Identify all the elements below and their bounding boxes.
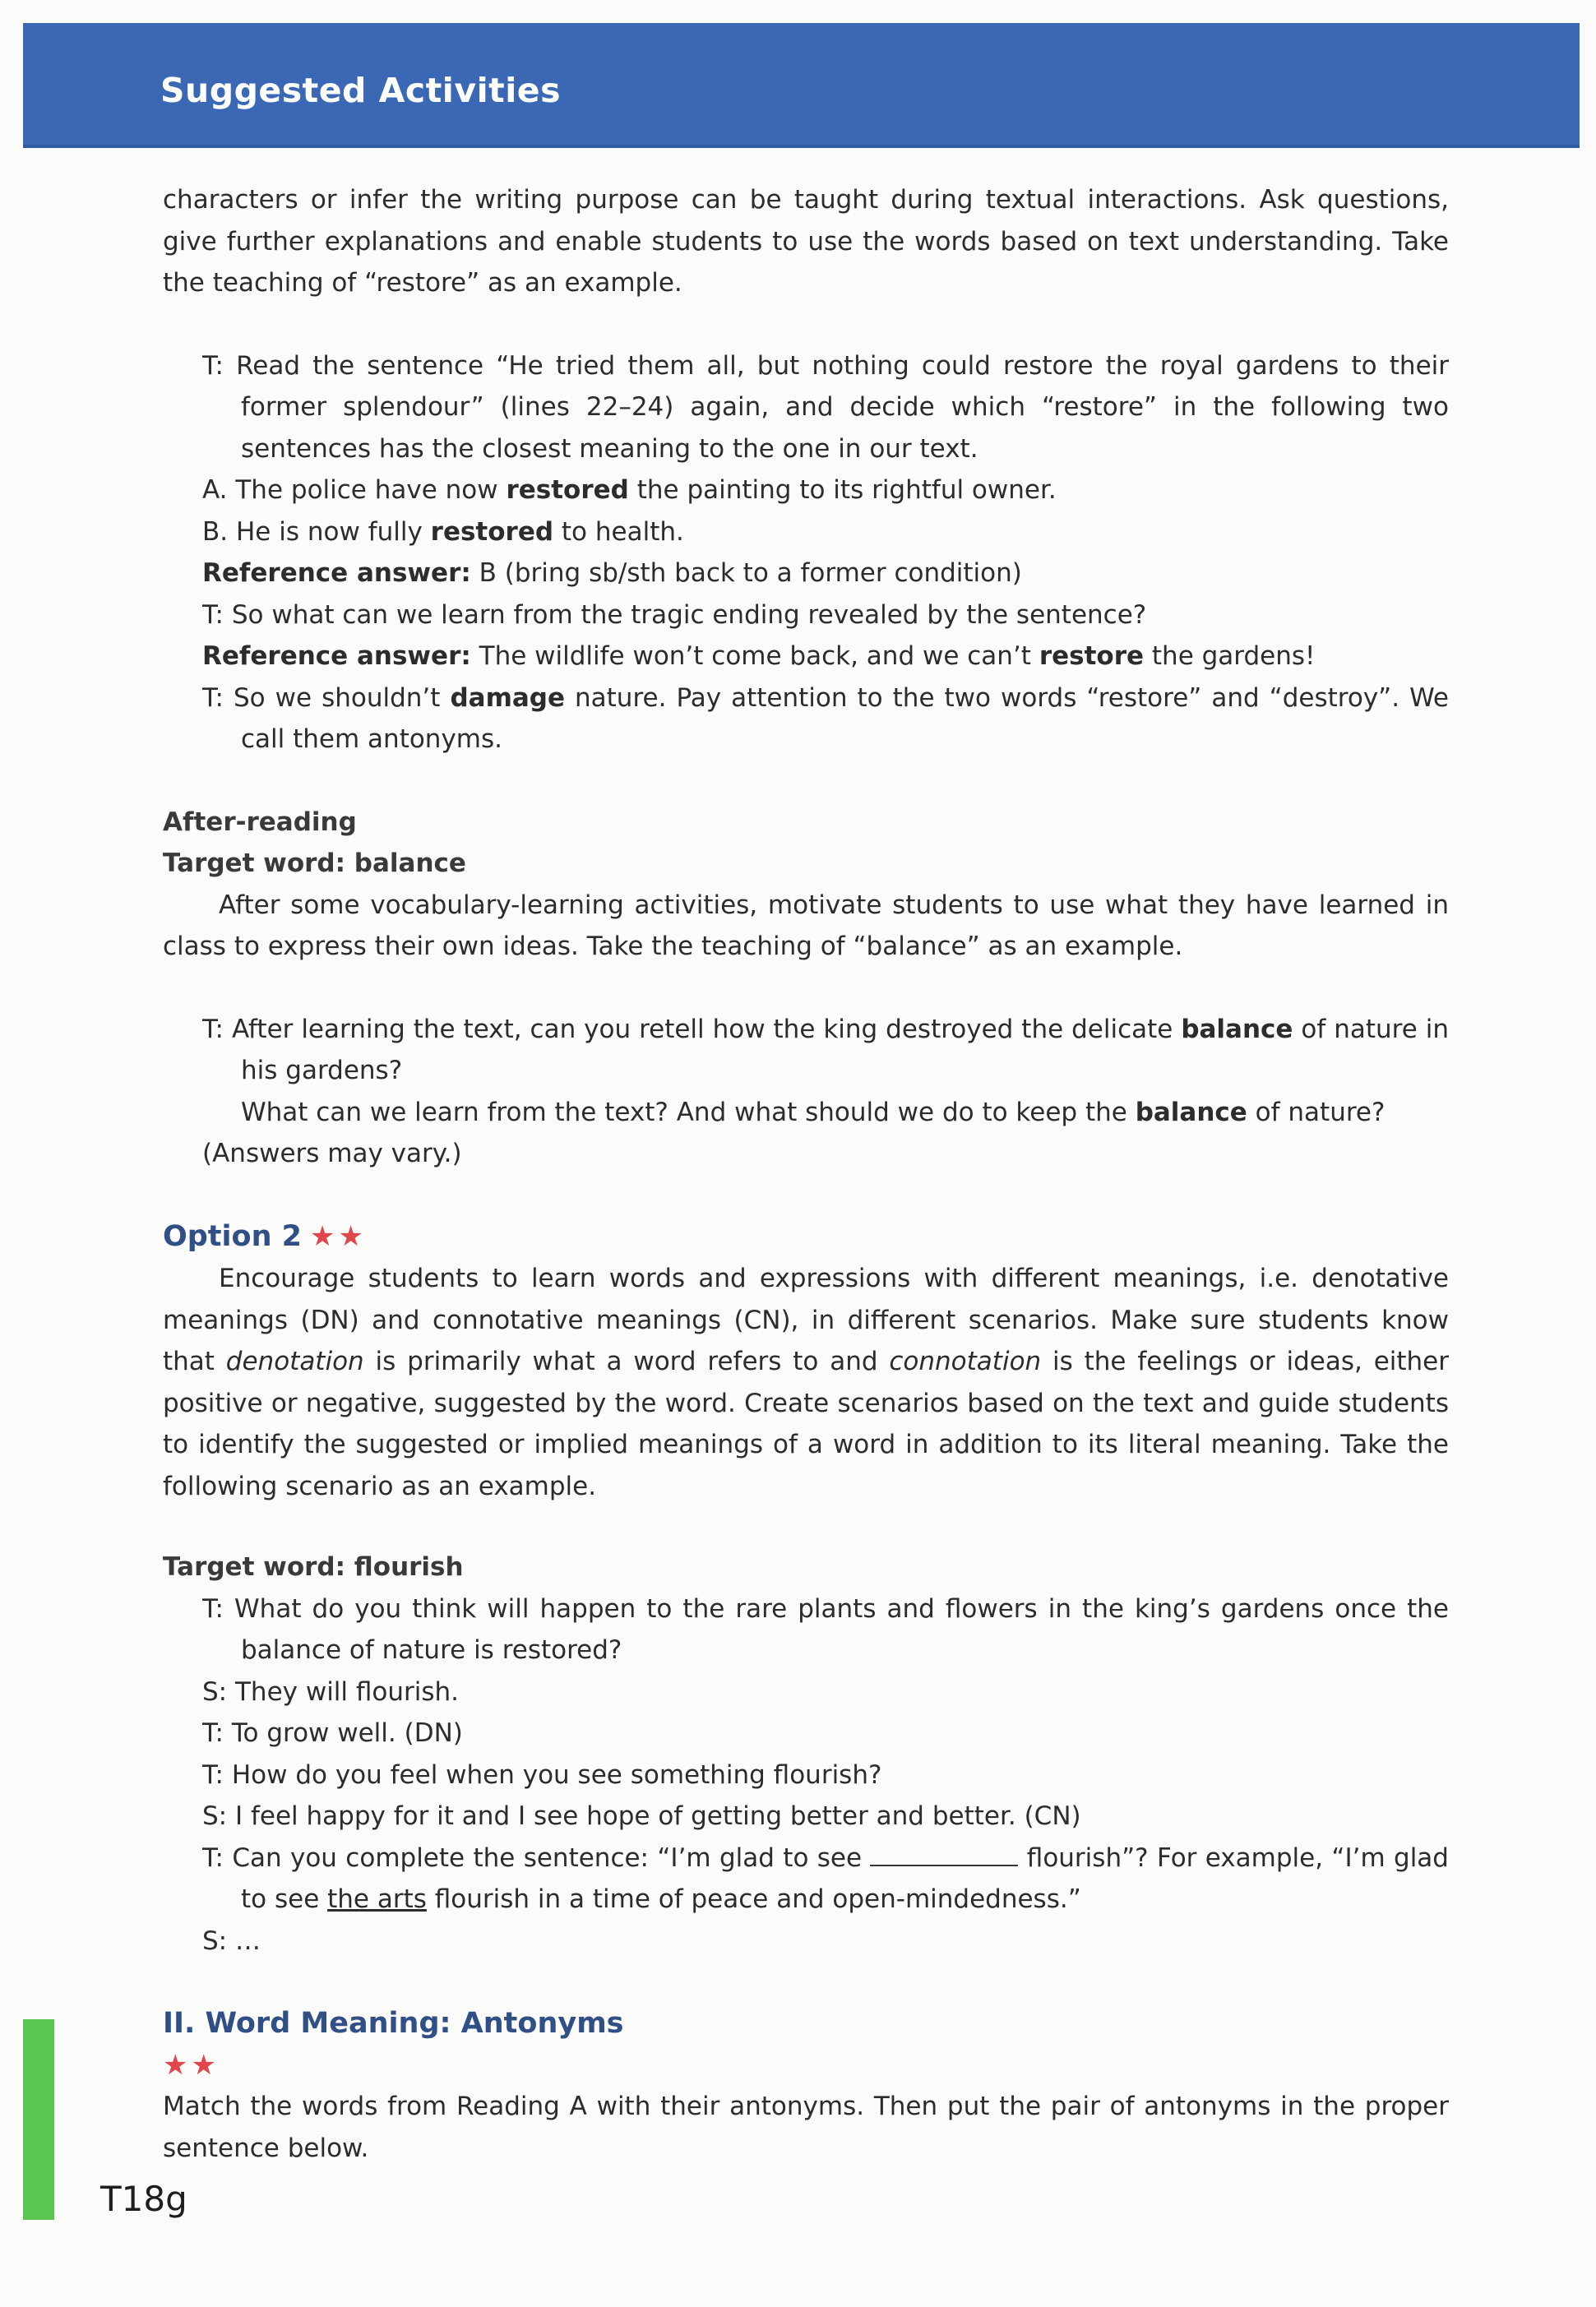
page-content [163,179,1449,2169]
section2-heading: II. Word Meaning: Antonyms [163,2007,624,2040]
side-tab-bar [23,2019,54,2220]
header-title: Suggested Activities [160,71,561,110]
section2-instructions: Match the words from Reading A with their antonyms. Then put the pair of antonyms in the proper sentence below. [163,2092,1449,2163]
page-number: T18g [100,2179,187,2219]
dialog-line: S: They will flourish. [202,1676,460,1707]
option2-heading: Option 2 ★★ [163,1219,367,1253]
dialog-line: T: After learning the text, can you retell how the king destroyed the delicate balance of nature in his gardens? [202,1014,1449,1085]
dialog-line: T: So what can we learn from the tragic ending revealed by the sentence? [202,599,1147,630]
speaker: T: [202,350,224,381]
reference-answer: Reference answer: B (bring sb/sth back to a former condition) [202,558,1022,588]
answers-note: (Answers may vary.) [202,1139,462,1168]
option-b: B. He is now fully restored to health. [202,516,684,547]
dialog-line: S: I feel happy for it and I see hope of getting better and better. (CN) [202,1801,1081,1831]
dialog-line: S: … [202,1926,261,1956]
target-word-flourish: Target word: flourish [163,1552,464,1582]
target-word-balance: Target word: balance [163,848,466,878]
after-reading-intro: After some vocabulary-learning activities, motivate students to use what they have learned in class to express their own ideas. Take the teaching of “balance” as an example. [163,890,1449,961]
dialog-line: T: What do you think will happen to the rare plants and flowers in the king’s gardens once the balance of nature is restored? [202,1593,1449,1665]
option2-paragraph: Encourage students to learn words and expressions with different meanings, i.e. denotative meanings (DN) and connotative meanings (CN), in different scenarios. Make sure students know that denotation is primarily what a word refers to and connotation is the feelings or ideas, either positive or negative, suggested by the word. Create scenarios based on the text and guide students to identify the suggested or implied meanings of a word in addition to its literal meaning. Take the following scenario as an example. [163,1264,1449,1501]
star-rating-icon: ★★ [309,1219,367,1253]
option-a: A. The police have now restored the painting to its rightful owner. [202,475,1057,505]
dialog-continuation: What can we learn from the text? And what should we do to keep the balance of nature? [241,1097,1386,1127]
dialog-line: T: So we shouldn’t damage nature. Pay attention to the two words “restore” and “destroy”. We call them antonyms. [202,682,1449,754]
dialog-line: T: To grow well. (DN) [202,1718,463,1748]
star-rating-icon: ★★ [163,2048,220,2082]
dialog-line: T: Read the sentence “He tried them all, but nothing could restore the royal gardens to their former splendour” (lines 22–24) again, and decide which “restore” in the following two sentences has the closest meaning to the one in our text. [202,350,1449,464]
dialog-line: T: How do you feel when you see something flourish? [202,1759,882,1790]
after-reading-heading: After-reading [163,807,357,837]
intro-paragraph: characters or infer the writing purpose can be taught during textual interactions. Ask questions, give further explanations and enable students to use the words based on text understanding. Take the teaching of “restore” as an example. [163,185,1449,298]
reference-answer: Reference answer: The wildlife won’t come back, and we can’t restore the gardens! [202,641,1316,671]
dialog-line: T: Can you complete the sentence: “I’m glad to see flourish”? For example, “I’m glad to see the arts flourish in a time of peace and open-mindedness.” [202,1842,1449,1914]
fill-in-blank [870,1843,1018,1866]
